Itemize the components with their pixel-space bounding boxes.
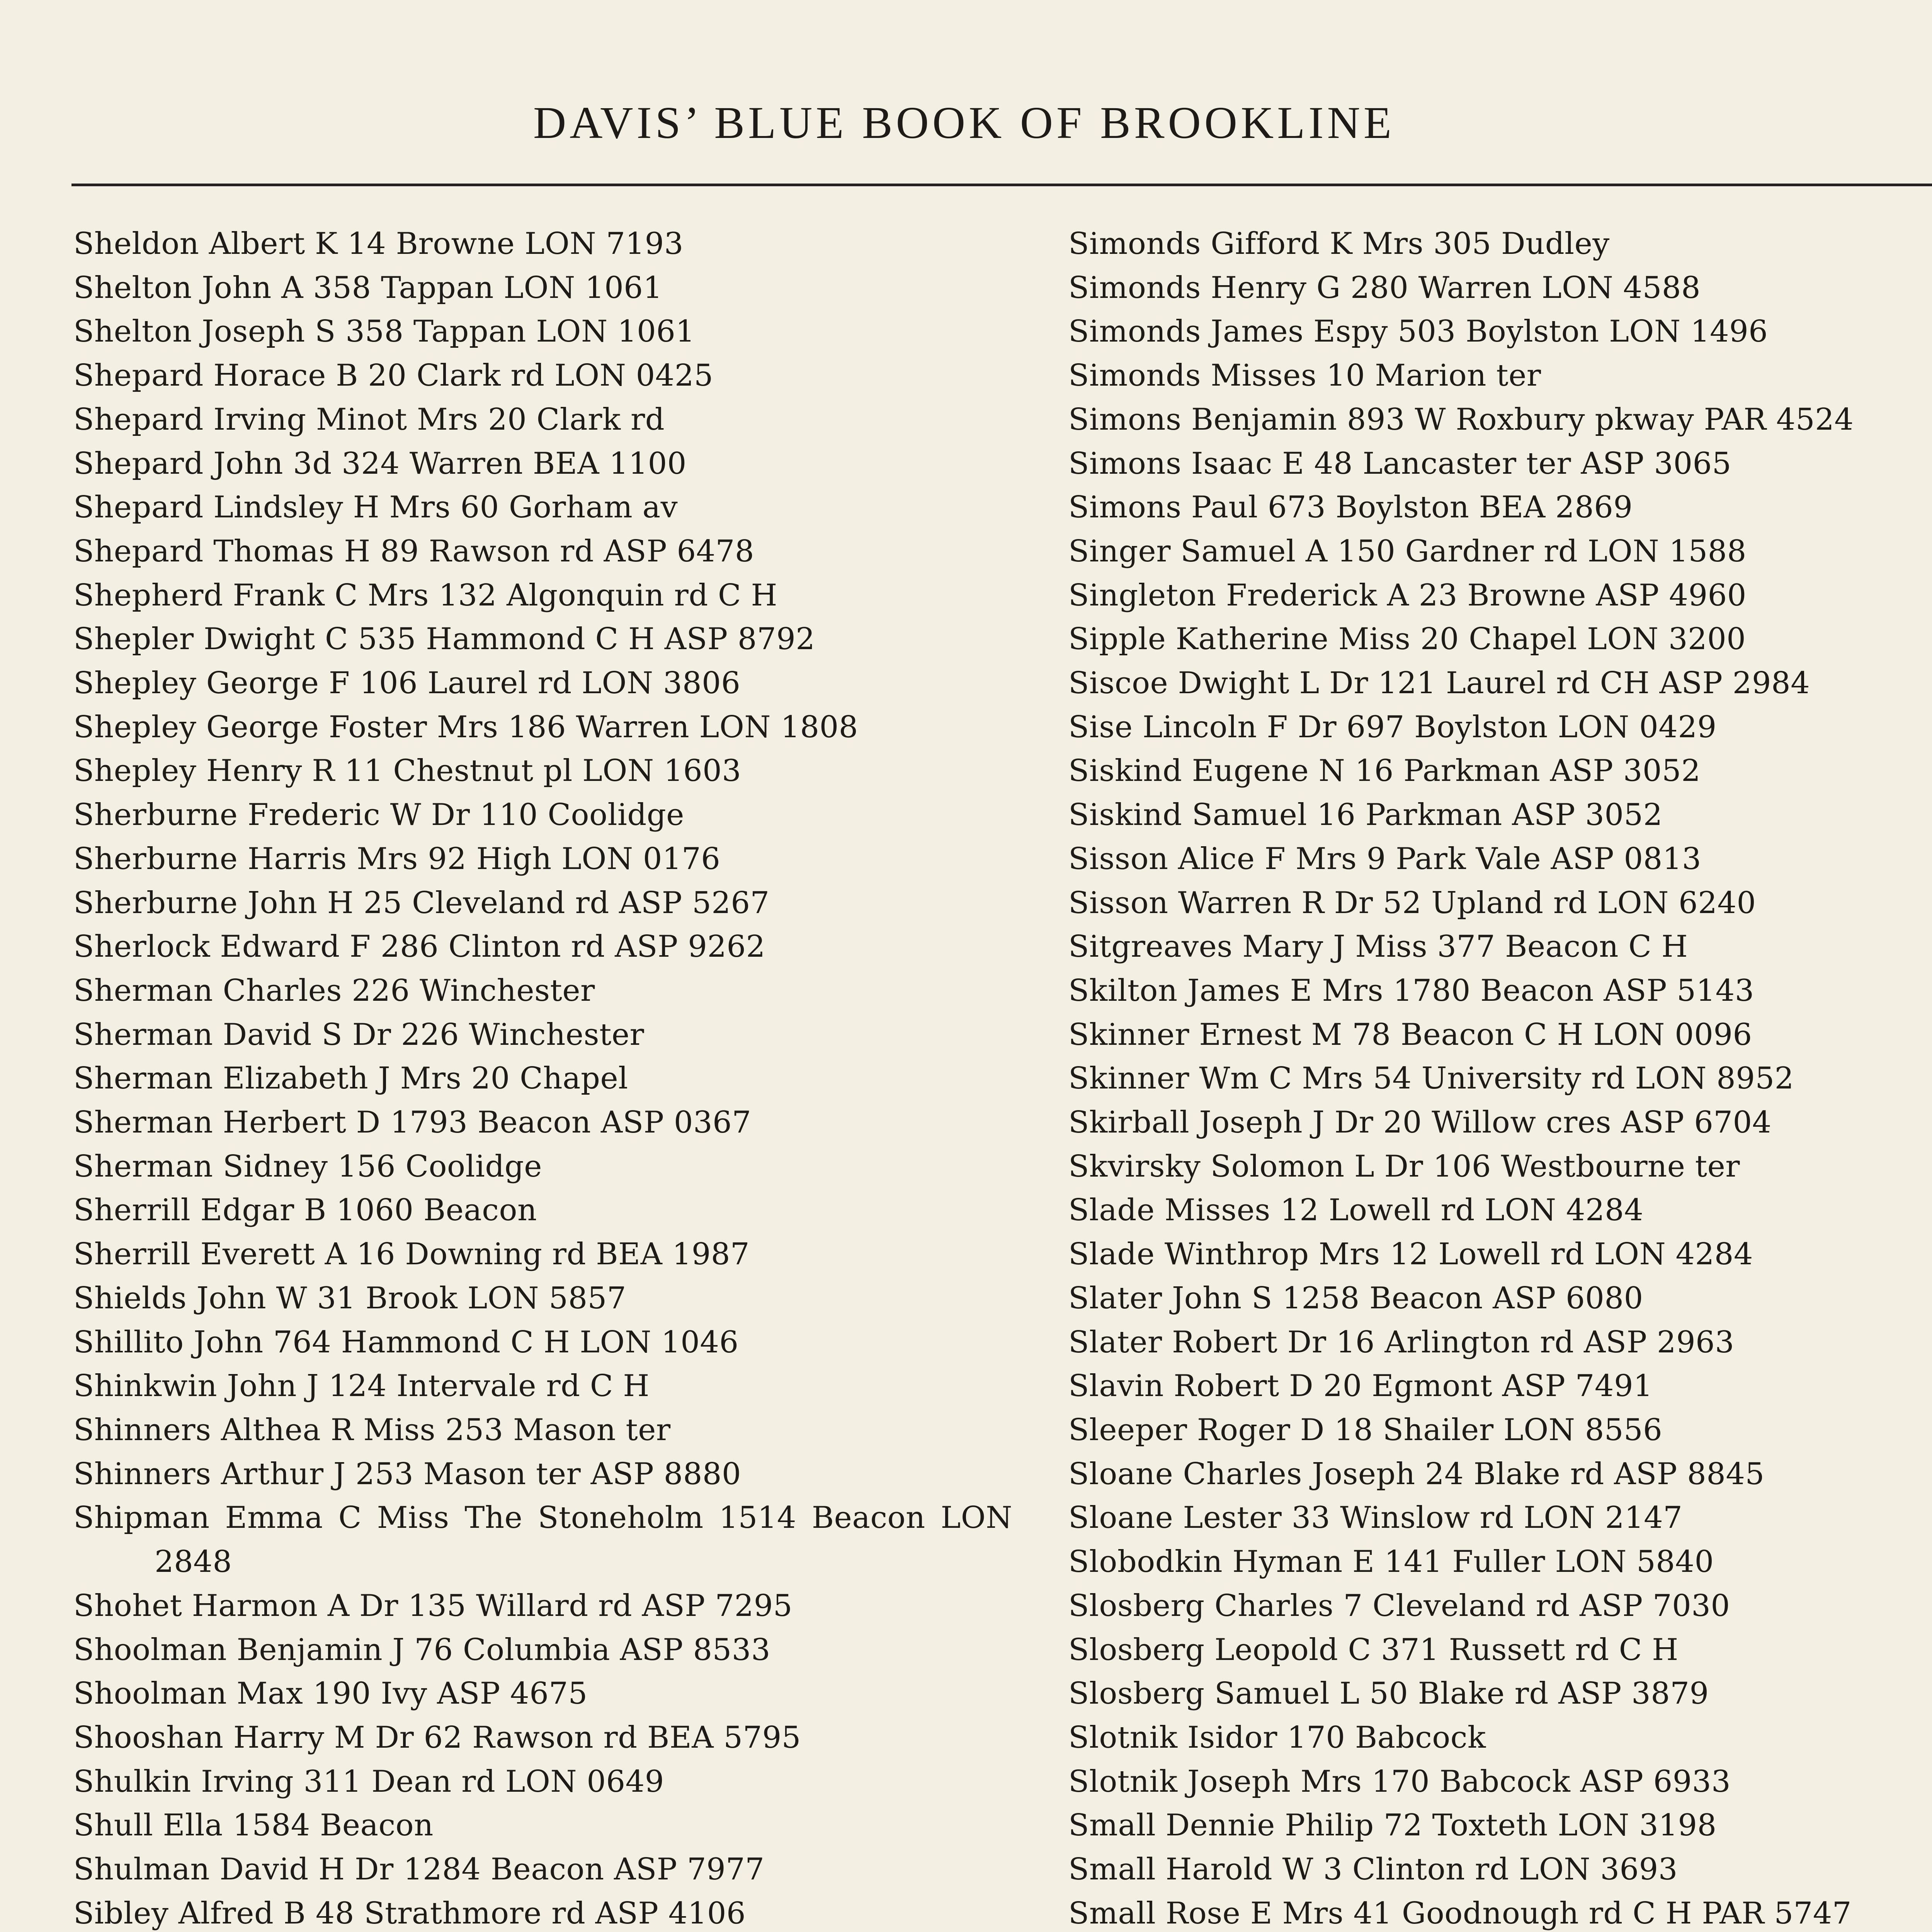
directory-entry: Sherrill Everett A 16 Downing rd BEA 1987: [73, 1237, 750, 1272]
directory-entry: Singer Samuel A 150 Gardner rd LON 1588: [1068, 534, 1747, 569]
directory-entry: Sherman David S Dr 226 Winchester: [73, 1017, 645, 1052]
directory-entry: Sibley Alfred B 48 Strathmore rd ASP 4106: [73, 1896, 746, 1931]
directory-entry: Simons Paul 673 Boylston BEA 2869: [1068, 490, 1633, 525]
directory-entry: Sisson Alice F Mrs 9 Park Vale ASP 0813: [1068, 841, 1702, 876]
directory-entry: Sleeper Roger D 18 Shailer LON 8556: [1068, 1412, 1663, 1447]
directory-entry: Slosberg Samuel L 50 Blake rd ASP 3879: [1068, 1676, 1709, 1711]
directory-entry: Sipple Katherine Miss 20 Chapel LON 3200: [1068, 622, 1746, 657]
directory-entry: Sherlock Edward F 286 Clinton rd ASP 9262: [73, 929, 765, 964]
directory-entry: Shepler Dwight C 535 Hammond C H ASP 8792: [73, 622, 815, 657]
directory-entry: Sisson Warren R Dr 52 Upland rd LON 6240: [1068, 885, 1756, 920]
directory-entry: Shelton John A 358 Tappan LON 1061: [73, 270, 663, 305]
directory-entry: Slater John S 1258 Beacon ASP 6080: [1068, 1281, 1643, 1316]
directory-entry: Shepard Horace B 20 Clark rd LON 0425: [73, 358, 714, 393]
directory-entry: Skinner Ernest M 78 Beacon C H LON 0096: [1068, 1017, 1752, 1052]
directory-entry: Small Dennie Philip 72 Toxteth LON 3198: [1068, 1808, 1717, 1843]
directory-entry: Shulman David H Dr 1284 Beacon ASP 7977: [73, 1852, 765, 1887]
directory-entry: Shooshan Harry M Dr 62 Rawson rd BEA 5795: [73, 1720, 801, 1755]
right-column: [1068, 222, 1932, 1932]
directory-entry: Shepherd Frank C Mrs 132 Algonquin rd C H: [73, 578, 778, 613]
directory-entry: Small Harold W 3 Clinton rd LON 3693: [1068, 1852, 1678, 1887]
directory-entry: Shillito John 764 Hammond C H LON 1046: [73, 1325, 739, 1360]
directory-entry: Slotnik Joseph Mrs 170 Babcock ASP 6933: [1068, 1764, 1731, 1799]
directory-entry: Skinner Wm C Mrs 54 University rd LON 8952: [1068, 1061, 1794, 1096]
directory-entry: Singleton Frederick A 23 Browne ASP 4960: [1068, 578, 1747, 613]
directory-entry: Siskind Samuel 16 Parkman ASP 3052: [1068, 798, 1663, 833]
directory-entry: Shelton Joseph S 358 Tappan LON 1061: [73, 314, 695, 349]
left-column: [73, 222, 1012, 1932]
directory-entry: Slade Winthrop Mrs 12 Lowell rd LON 4284: [1068, 1237, 1753, 1272]
directory-entry: Shepard John 3d 324 Warren BEA 1100: [73, 446, 687, 481]
directory-entry: Shepard Lindsley H Mrs 60 Gorham av: [73, 490, 678, 525]
directory-entry: Shohet Harmon A Dr 135 Willard rd ASP 7295: [73, 1588, 793, 1623]
directory-entry: Simonds Gifford K Mrs 305 Dudley: [1068, 226, 1610, 261]
directory-entry: Siscoe Dwight L Dr 121 Laurel rd CH ASP 2984: [1068, 666, 1810, 701]
directory-entry: Sloane Charles Joseph 24 Blake rd ASP 8845: [1068, 1456, 1765, 1492]
directory-entry: Simons Isaac E 48 Lancaster ter ASP 3065: [1068, 446, 1731, 481]
directory-entry: Sherman Sidney 156 Coolidge: [73, 1149, 542, 1184]
page-title: DAVIS’ BLUE BOOK OF BROOKLINE: [533, 97, 1395, 148]
directory-entry: Shields John W 31 Brook LON 5857: [73, 1281, 626, 1316]
directory-entry: Sitgreaves Mary J Miss 377 Beacon C H: [1068, 929, 1688, 964]
directory-entry: Shinkwin John J 124 Intervale rd C H: [73, 1369, 650, 1404]
directory-entry: Simons Benjamin 893 W Roxbury pkway PAR 4524: [1068, 402, 1854, 437]
directory-entry: Slotnik Isidor 170 Babcock: [1068, 1720, 1486, 1755]
directory-entry: Shoolman Max 190 Ivy ASP 4675: [73, 1676, 588, 1711]
directory-entry: Shipman Emma C Miss The Stoneholm 1514 Beacon LON 2848: [73, 1500, 1012, 1580]
directory-entry: Shulkin Irving 311 Dean rd LON 0649: [73, 1764, 664, 1799]
directory-entry: Skvirsky Solomon L Dr 106 Westbourne ter: [1068, 1149, 1740, 1184]
directory-entry: Slosberg Charles 7 Cleveland rd ASP 7030: [1068, 1588, 1730, 1623]
directory-entry: Sherman Elizabeth J Mrs 20 Chapel: [73, 1061, 628, 1096]
directory-entry: Simonds James Espy 503 Boylston LON 1496: [1068, 314, 1768, 349]
directory-entry: Sherburne Harris Mrs 92 High LON 0176: [73, 841, 721, 876]
directory-entry: Shepley George F 106 Laurel rd LON 3806: [73, 666, 741, 701]
directory-entry: Sise Lincoln F Dr 697 Boylston LON 0429: [1068, 709, 1717, 745]
directory-entry: Simonds Henry G 280 Warren LON 4588: [1068, 270, 1701, 305]
directory-entry: Shull Ella 1584 Beacon: [73, 1808, 434, 1843]
directory-entry: Sloane Lester 33 Winslow rd LON 2147: [1068, 1500, 1683, 1536]
directory-entry: Shepley George Foster Mrs 186 Warren LON 1808: [73, 709, 858, 745]
header-rule: [71, 184, 1932, 186]
directory-entry: Skilton James E Mrs 1780 Beacon ASP 5143: [1068, 973, 1754, 1008]
directory-entry: Simonds Misses 10 Marion ter: [1068, 358, 1541, 393]
directory-entry: Shepard Irving Minot Mrs 20 Clark rd: [73, 402, 665, 437]
directory-entry: Shinners Althea R Miss 253 Mason ter: [73, 1412, 671, 1447]
directory-entry: Sherburne Frederic W Dr 110 Coolidge: [73, 798, 684, 833]
directory-entry: Shepard Thomas H 89 Rawson rd ASP 6478: [73, 534, 755, 569]
directory-entry: Slade Misses 12 Lowell rd LON 4284: [1068, 1193, 1644, 1228]
directory-entry: Sheldon Albert K 14 Browne LON 7193: [73, 226, 684, 261]
directory-entry: Sherrill Edgar B 1060 Beacon: [73, 1193, 537, 1228]
directory-entry: Sherman Herbert D 1793 Beacon ASP 0367: [73, 1105, 752, 1140]
directory-entry: Slosberg Leopold C 371 Russett rd C H: [1068, 1632, 1679, 1667]
directory-entry: Skirball Joseph J Dr 20 Willow cres ASP 6704: [1068, 1105, 1772, 1140]
directory-entry: Slobodkin Hyman E 141 Fuller LON 5840: [1068, 1544, 1714, 1580]
directory-entry: Siskind Eugene N 16 Parkman ASP 3052: [1068, 753, 1701, 789]
directory-entry: Sherburne John H 25 Cleveland rd ASP 5267: [73, 885, 770, 920]
directory-entry: Shinners Arthur J 253 Mason ter ASP 8880: [73, 1456, 742, 1492]
directory-entry: Small Rose E Mrs 41 Goodnough rd C H PAR 5747: [1068, 1896, 1852, 1931]
directory-entry: Shoolman Benjamin J 76 Columbia ASP 8533: [73, 1632, 770, 1667]
page-header: [0, 97, 1932, 162]
directory-entry: Slater Robert Dr 16 Arlington rd ASP 2963: [1068, 1325, 1735, 1360]
directory-entry: Sherman Charles 226 Winchester: [73, 973, 595, 1008]
directory-entry: Shepley Henry R 11 Chestnut pl LON 1603: [73, 753, 742, 789]
directory-entry: Slavin Robert D 20 Egmont ASP 7491: [1068, 1369, 1653, 1404]
